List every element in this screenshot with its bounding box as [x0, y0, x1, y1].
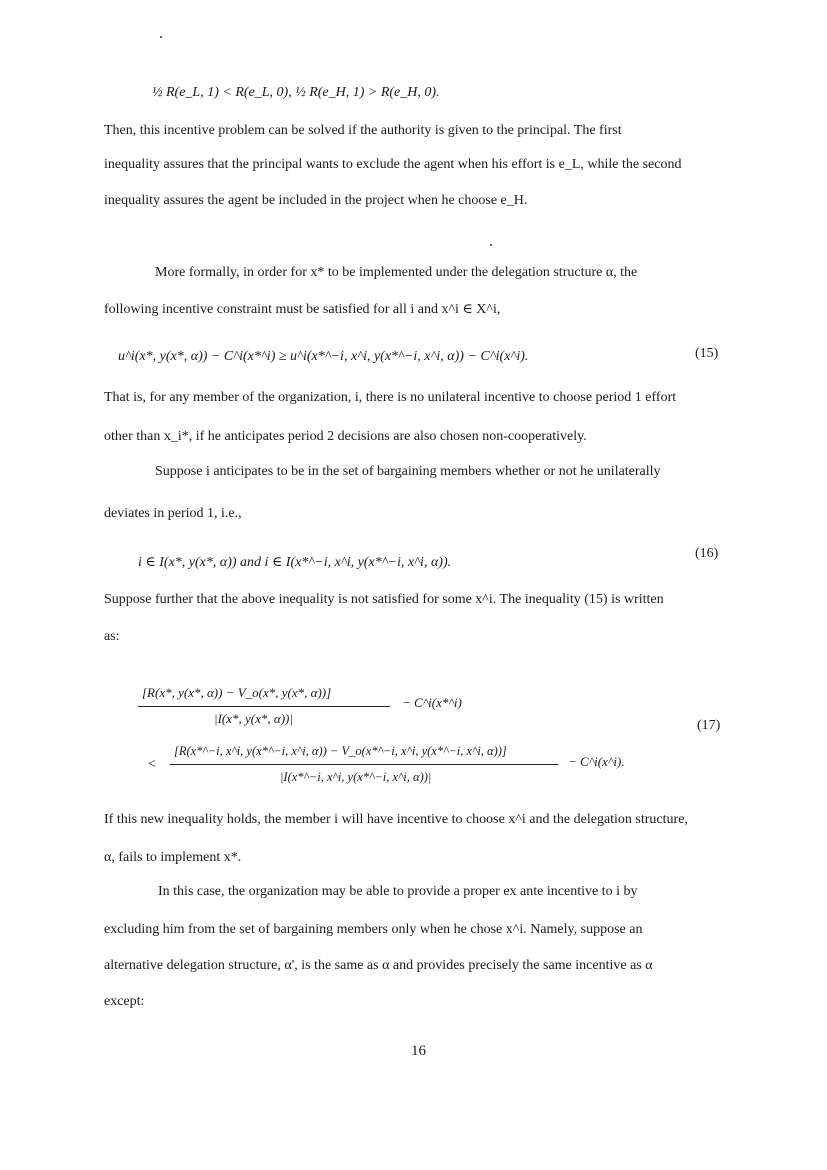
text-line: That is, for any member of the organization, i, there is no unilateral incentive to choose period 1 effort: [104, 390, 677, 405]
eq17-tail-1: − C^i(x*^i): [402, 695, 462, 710]
text-line: deviates in period 1, i.e.,: [104, 506, 242, 521]
fraction-bar: [138, 706, 390, 707]
text-line: Then, this incentive problem can be solved if the authority is given to the principal. The first: [104, 123, 622, 138]
text-line: Suppose i anticipates to be in the set of bargaining members whether or not he unilaterally: [155, 464, 661, 479]
scan-speck: [160, 36, 162, 38]
eq17-less-than: <: [148, 757, 156, 772]
equation-16: i ∈ I(x*, y(x*, α)) and i ∈ I(x*^−i, x^i, y(x*^−i, x^i, α)).: [138, 555, 452, 570]
eq17-denominator-1: |I(x*, y(x*, α))|: [214, 711, 293, 726]
page-number: 16: [411, 1043, 426, 1059]
text-line: other than x_i*, if he anticipates period 2 decisions are also chosen non-cooperatively.: [104, 429, 587, 444]
text-line: excluding him from the set of bargaining members only when he chose x^i. Namely, suppose an: [104, 922, 643, 937]
text-line: inequality assures that the principal wants to exclude the agent when his effort is e_L, while the second: [104, 157, 682, 172]
eq17-denominator-2: |I(x*^−i, x^i, y(x*^−i, x^i, α))|: [280, 770, 432, 784]
text-line: except:: [104, 994, 145, 1009]
text-line: α, fails to implement x*.: [104, 850, 242, 865]
scan-speck: [490, 244, 492, 246]
equation-number: (15): [695, 346, 719, 361]
text-line: If this new inequality holds, the member i will have incentive to choose x^i and the delegation structure,: [104, 812, 688, 827]
top-inequality: ½ R(e_L, 1) < R(e_L, 0), ½ R(e_H, 1) > R(e_H, 0).: [152, 85, 440, 100]
text-line: In this case, the organization may be able to provide a proper ex ante incentive to i by: [158, 884, 638, 899]
text-line: following incentive constraint must be satisfied for all i and x^i ∈ X^i,: [104, 302, 501, 317]
text-line: alternative delegation structure, α', is the same as α and provides precisely the same incentive as α: [104, 958, 653, 973]
text-line: More formally, in order for x* to be implemented under the delegation structure α, the: [155, 265, 638, 280]
eq17-numerator-1: [R(x*, y(x*, α)) − V_o(x*, y(x*, α))]: [142, 685, 332, 700]
text-line: inequality assures the agent be included in the project when he choose e_H.: [104, 193, 528, 208]
eq17-tail-2: − C^i(x^i).: [568, 754, 625, 769]
text-line: as:: [104, 629, 120, 644]
fraction-bar: [170, 764, 558, 765]
equation-number: (16): [695, 546, 719, 561]
equation-15: u^i(x*, y(x*, α)) − C^i(x*^i) ≥ u^i(x*^−i, x^i, y(x*^−i, x^i, α)) − C^i(x^i).: [118, 349, 529, 364]
text-line: Suppose further that the above inequality is not satisfied for some x^i. The inequality (15) is written: [104, 592, 664, 607]
eq17-numerator-2: [R(x*^−i, x^i, y(x*^−i, x^i, α)) − V_o(x*^−i, x^i, y(x*^−i, x^i, α))]: [174, 744, 507, 758]
equation-number: (17): [697, 718, 721, 733]
